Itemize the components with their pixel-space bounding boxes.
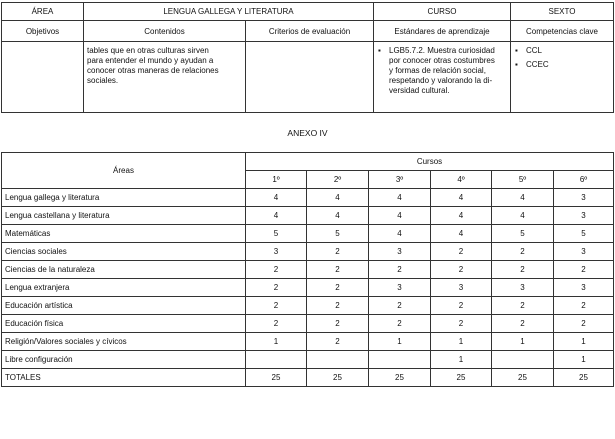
hours-value: 1: [431, 351, 492, 369]
contenidos-cell: [84, 42, 246, 113]
hours-value: 4: [246, 207, 307, 225]
table-row: [2, 315, 614, 333]
hours-value: 2: [307, 297, 369, 315]
hours-value: 4: [307, 189, 369, 207]
hours-value: 4: [307, 207, 369, 225]
area-name: Libre configuración: [2, 351, 246, 369]
objetivos-header: Objetivos: [2, 21, 84, 42]
table-row: [2, 189, 614, 207]
hours-value: 25: [307, 369, 369, 387]
area-name: Lengua castellana y literatura: [2, 207, 246, 225]
hours-value: 2: [431, 243, 492, 261]
hours-value: 4: [431, 189, 492, 207]
course-label: 3º: [369, 171, 431, 189]
table-row: [2, 279, 614, 297]
objetivos-cell: [2, 42, 84, 113]
table-row: [2, 333, 614, 351]
hours-value: 5: [307, 225, 369, 243]
hours-value: 3: [246, 243, 307, 261]
course-label: 1º: [246, 171, 307, 189]
hours-value: 1: [431, 333, 492, 351]
cursos-header: Cursos: [246, 153, 614, 171]
hours-value: [307, 351, 369, 369]
table-row: [2, 351, 614, 369]
estandar-line: y formas de relación social,: [389, 66, 486, 75]
area-name: Lengua gallega y literatura: [2, 189, 246, 207]
hours-value: 5: [492, 225, 554, 243]
estandar-line: por conocer otras costumbres: [389, 56, 495, 65]
area-name: TOTALES: [2, 369, 246, 387]
estandar-item: [377, 46, 507, 96]
area-name: Educación artística: [2, 297, 246, 315]
hours-value: 2: [307, 315, 369, 333]
hours-value: 2: [246, 315, 307, 333]
area-name: Religión/Valores sociales y cívicos: [2, 333, 246, 351]
hours-value: 1: [554, 351, 614, 369]
hours-value: 3: [369, 279, 431, 297]
hours-value: 2: [307, 243, 369, 261]
hours-value: 2: [369, 297, 431, 315]
hours-value: 2: [492, 297, 554, 315]
course-label: 6º: [554, 171, 614, 189]
hours-value: 1: [492, 333, 554, 351]
hours-value: 1: [246, 333, 307, 351]
hours-value: 4: [246, 189, 307, 207]
area-name: Matemáticas: [2, 225, 246, 243]
estandares-cell: [374, 42, 511, 113]
hours-value: 3: [369, 243, 431, 261]
hours-value: [246, 351, 307, 369]
hours-value: 2: [246, 297, 307, 315]
hours-value: 4: [492, 189, 554, 207]
hours-value: 4: [431, 207, 492, 225]
course-level-header: SEXTO: [511, 3, 614, 21]
hours-value: 3: [554, 243, 614, 261]
hours-value: 2: [246, 261, 307, 279]
hours-value: 4: [369, 225, 431, 243]
table-row: [2, 243, 614, 261]
hours-value: 4: [492, 207, 554, 225]
contenidos-header: Contenidos: [84, 21, 246, 42]
estandares-header: Estándares de aprendizaje: [374, 21, 511, 42]
hours-value: 3: [554, 279, 614, 297]
table-row: [2, 207, 614, 225]
hours-value: 25: [431, 369, 492, 387]
hours-value: 2: [369, 261, 431, 279]
contenidos-line: tables que en otras culturas sirven: [87, 46, 209, 55]
competencia-item: ▪ CCL: [514, 46, 610, 56]
hours-value: 4: [369, 207, 431, 225]
competencia-item: ▪ CCEC: [514, 60, 610, 70]
hours-value: 2: [554, 261, 614, 279]
contenidos-line: para entender el mundo y ayudan a: [87, 56, 214, 65]
subject-header: LENGUA GALLEGA Y LITERATURA: [84, 3, 374, 21]
hours-value: 3: [554, 189, 614, 207]
hours-value: 1: [554, 333, 614, 351]
hours-body: [2, 189, 614, 387]
hours-value: 4: [431, 225, 492, 243]
hours-value: 25: [554, 369, 614, 387]
annex-title: ANEXO IV: [287, 128, 328, 138]
course-label: 5º: [492, 171, 554, 189]
hours-value: 2: [554, 297, 614, 315]
weekly-hours-table: [1, 152, 614, 387]
competencias-header: Competencias clave: [511, 21, 614, 42]
hours-value: 1: [369, 333, 431, 351]
table-row: [2, 297, 614, 315]
criterios-cell: [246, 42, 374, 113]
estandar-line: respetando y valorando la di-: [389, 76, 493, 85]
hours-value: 2: [431, 315, 492, 333]
hours-value: 5: [246, 225, 307, 243]
hours-value: 25: [246, 369, 307, 387]
course-label: 4º: [431, 171, 492, 189]
areas-header: Áreas: [2, 153, 246, 189]
hours-value: 2: [307, 261, 369, 279]
hours-value: [492, 351, 554, 369]
table-row: [2, 369, 614, 387]
hours-value: 2: [431, 261, 492, 279]
area-name: Ciencias sociales: [2, 243, 246, 261]
hours-value: 25: [369, 369, 431, 387]
contenidos-line: sociales.: [87, 76, 119, 85]
table-row: [2, 261, 614, 279]
hours-value: 2: [431, 297, 492, 315]
area-name: Ciencias de la naturaleza: [2, 261, 246, 279]
contenidos-line: conocer otras maneras de relaciones: [87, 66, 219, 75]
estandar-line: versidad cultural.: [389, 86, 450, 95]
area-name: Educación física: [2, 315, 246, 333]
area-header: ÁREA: [2, 3, 84, 21]
estandar-line: ▪ LGB5.7.2. Muestra curiosidad: [389, 46, 495, 55]
hours-value: [369, 351, 431, 369]
hours-value: 3: [431, 279, 492, 297]
curso-header: CURSO: [374, 3, 511, 21]
hours-value: 2: [246, 279, 307, 297]
hours-value: 4: [369, 189, 431, 207]
hours-value: 3: [554, 207, 614, 225]
hours-value: 2: [492, 315, 554, 333]
table-row: [2, 225, 614, 243]
area-name: Lengua extranjera: [2, 279, 246, 297]
competencias-cell: [511, 42, 614, 113]
criterios-header: Criterios de evaluación: [246, 21, 374, 42]
course-label: 2º: [307, 171, 369, 189]
hours-value: 2: [369, 315, 431, 333]
hours-value: 2: [307, 333, 369, 351]
hours-value: 5: [554, 225, 614, 243]
hours-value: 2: [492, 243, 554, 261]
hours-value: 2: [307, 279, 369, 297]
hours-value: 2: [554, 315, 614, 333]
curriculum-table: [1, 2, 614, 113]
hours-value: 3: [492, 279, 554, 297]
hours-value: 2: [492, 261, 554, 279]
hours-value: 25: [492, 369, 554, 387]
